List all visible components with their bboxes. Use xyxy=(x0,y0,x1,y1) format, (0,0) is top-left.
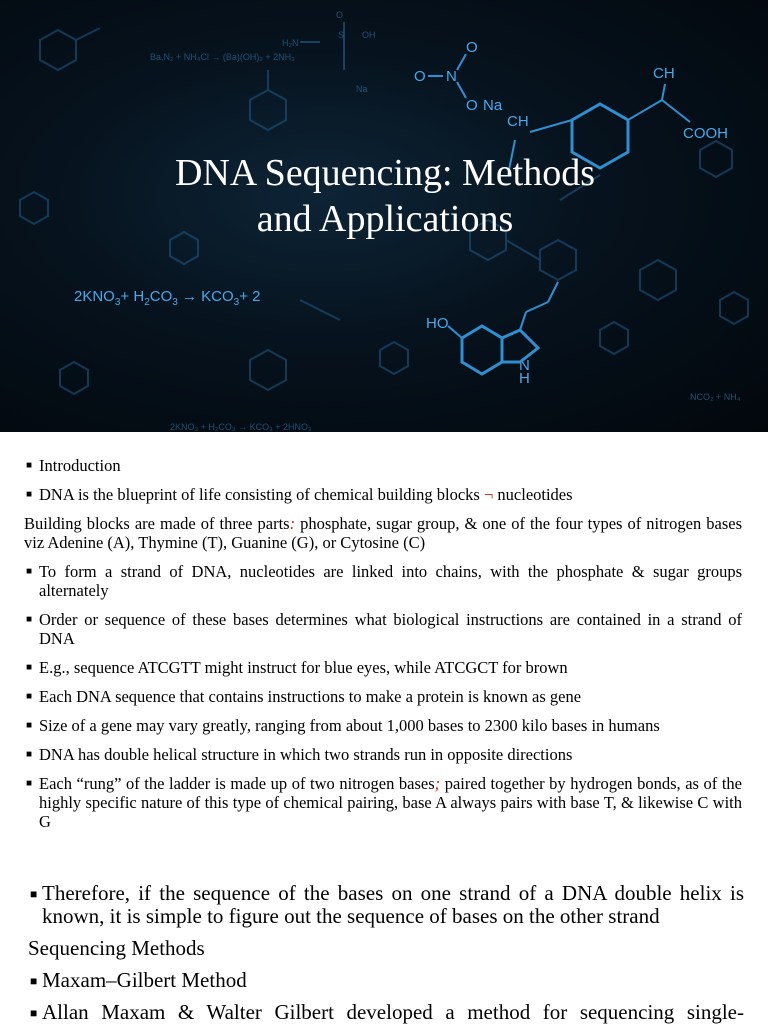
svg-text:HO: HO xyxy=(426,315,449,332)
paragraph-building-blocks: Building blocks are made of three parts: phosphate, sugar group, & one of the four types of nitrogen bases viz Adenine (A), Thymine (T), Guanine (G), or Cytosine (C) xyxy=(24,514,742,552)
bullet-icon: ■ xyxy=(26,614,33,625)
bullet-strand: ■ To form a strand of DNA, nucleotides are linked into chains, with the phosphate & sugar groups alternately xyxy=(26,562,742,600)
bullet-maxam-gilbert: ■ Maxam–Gilbert Method xyxy=(30,968,247,992)
bullet-icon: ■ xyxy=(26,566,33,577)
bullet-icon: ■ xyxy=(30,974,38,988)
svg-text:S: S xyxy=(338,30,345,40)
bullet-icon: ■ xyxy=(26,662,33,673)
bullet-blueprint: ■ DNA is the blueprint of life consisting of chemical building blocks ¬ nucleotides xyxy=(26,485,573,504)
svg-text:Ba,N₂ + NH₄Cl → (Ba)(OH)₂ + 2N: Ba,N₂ + NH₄Cl → (Ba)(OH)₂ + 2NH₃ xyxy=(150,52,295,62)
bullet-rung: ■ Each “rung” of the ladder is made up of two nitrogen bases; paired together by hydrogen bonds, as of the highly specific nature of this type of chemical pairing, base A always pairs with base T, & likewise C with G xyxy=(26,774,742,831)
svg-text:O: O xyxy=(414,68,426,85)
chemical-equation: $2KNO_3+ H_2CO_3 \to KCO_3+ 2$ xyxy=(74,288,261,308)
svg-text:NCO₂ + NH₄: NCO₂ + NH₄ xyxy=(690,392,741,402)
bullet-gene: ■ Each DNA sequence that contains instructions to make a protein is known as gene xyxy=(26,687,582,706)
svg-text:Na: Na xyxy=(483,97,503,114)
bullet-icon: ■ xyxy=(26,720,33,731)
bullet-icon: ■ xyxy=(26,778,33,789)
title-line-2: and Applications xyxy=(256,198,514,240)
svg-text:N: N xyxy=(519,357,530,374)
svg-text:CH: CH xyxy=(507,113,529,130)
bullet-example: ■ E.g., sequence ATCGTT might instruct for blue eyes, while ATCGCT for brown xyxy=(26,658,568,677)
bullet-icon: ■ xyxy=(26,489,33,500)
bullet-double-helix: ■ DNA has double helical structure in which two strands run in opposite directions xyxy=(26,745,573,764)
bullet-icon: ■ xyxy=(30,887,38,901)
svg-text:O: O xyxy=(336,10,344,20)
bullet-icon: ■ xyxy=(26,691,33,702)
svg-text:CH: CH xyxy=(653,65,675,82)
svg-text:H₂N: H₂N xyxy=(282,38,299,48)
svg-text:H: H xyxy=(519,370,530,387)
bullet-allan-maxam: ■ Allan Maxam & Walter Gilbert developed a method for sequencing single- xyxy=(30,1000,744,1024)
svg-text:COOH: COOH xyxy=(683,125,728,142)
bullet-order: ■ Order or sequence of these bases determines what biological instructions are contained in a strand of DNA xyxy=(26,610,742,648)
bullet-icon: ■ xyxy=(30,1006,38,1020)
bullet-therefore: ■ Therefore, if the sequence of the bases on one strand of a DNA double helix is known, it is simple to figure out the sequence of bases on the other strand xyxy=(30,881,744,928)
title-line-1: DNA Sequencing: Methods xyxy=(174,152,596,194)
title-banner xyxy=(0,0,768,432)
svg-text:OH: OH xyxy=(362,30,376,40)
slide-title xyxy=(100,150,670,242)
bullet-icon: ■ xyxy=(26,460,33,471)
svg-text:N: N xyxy=(446,68,457,85)
heading-sequencing-methods: Sequencing Methods xyxy=(28,936,205,960)
large-text-section xyxy=(28,882,744,1033)
svg-text:2KNO₃ + H₂CO₃ → KCO₃ + 2HNO₃: 2KNO₃ + H₂CO₃ → KCO₃ + 2HNO₃ xyxy=(170,422,312,432)
bullet-icon: ■ xyxy=(26,749,33,760)
svg-text:O: O xyxy=(466,97,478,114)
bullet-introduction: ■ Introduction xyxy=(26,456,121,475)
svg-text:O: O xyxy=(466,39,478,56)
bullet-gene-size: ■ Size of a gene may vary greatly, ranging from about 1,000 bases to 2300 kilo bases in humans xyxy=(26,716,660,735)
svg-text:Na: Na xyxy=(356,84,368,94)
notes-section xyxy=(24,456,742,841)
